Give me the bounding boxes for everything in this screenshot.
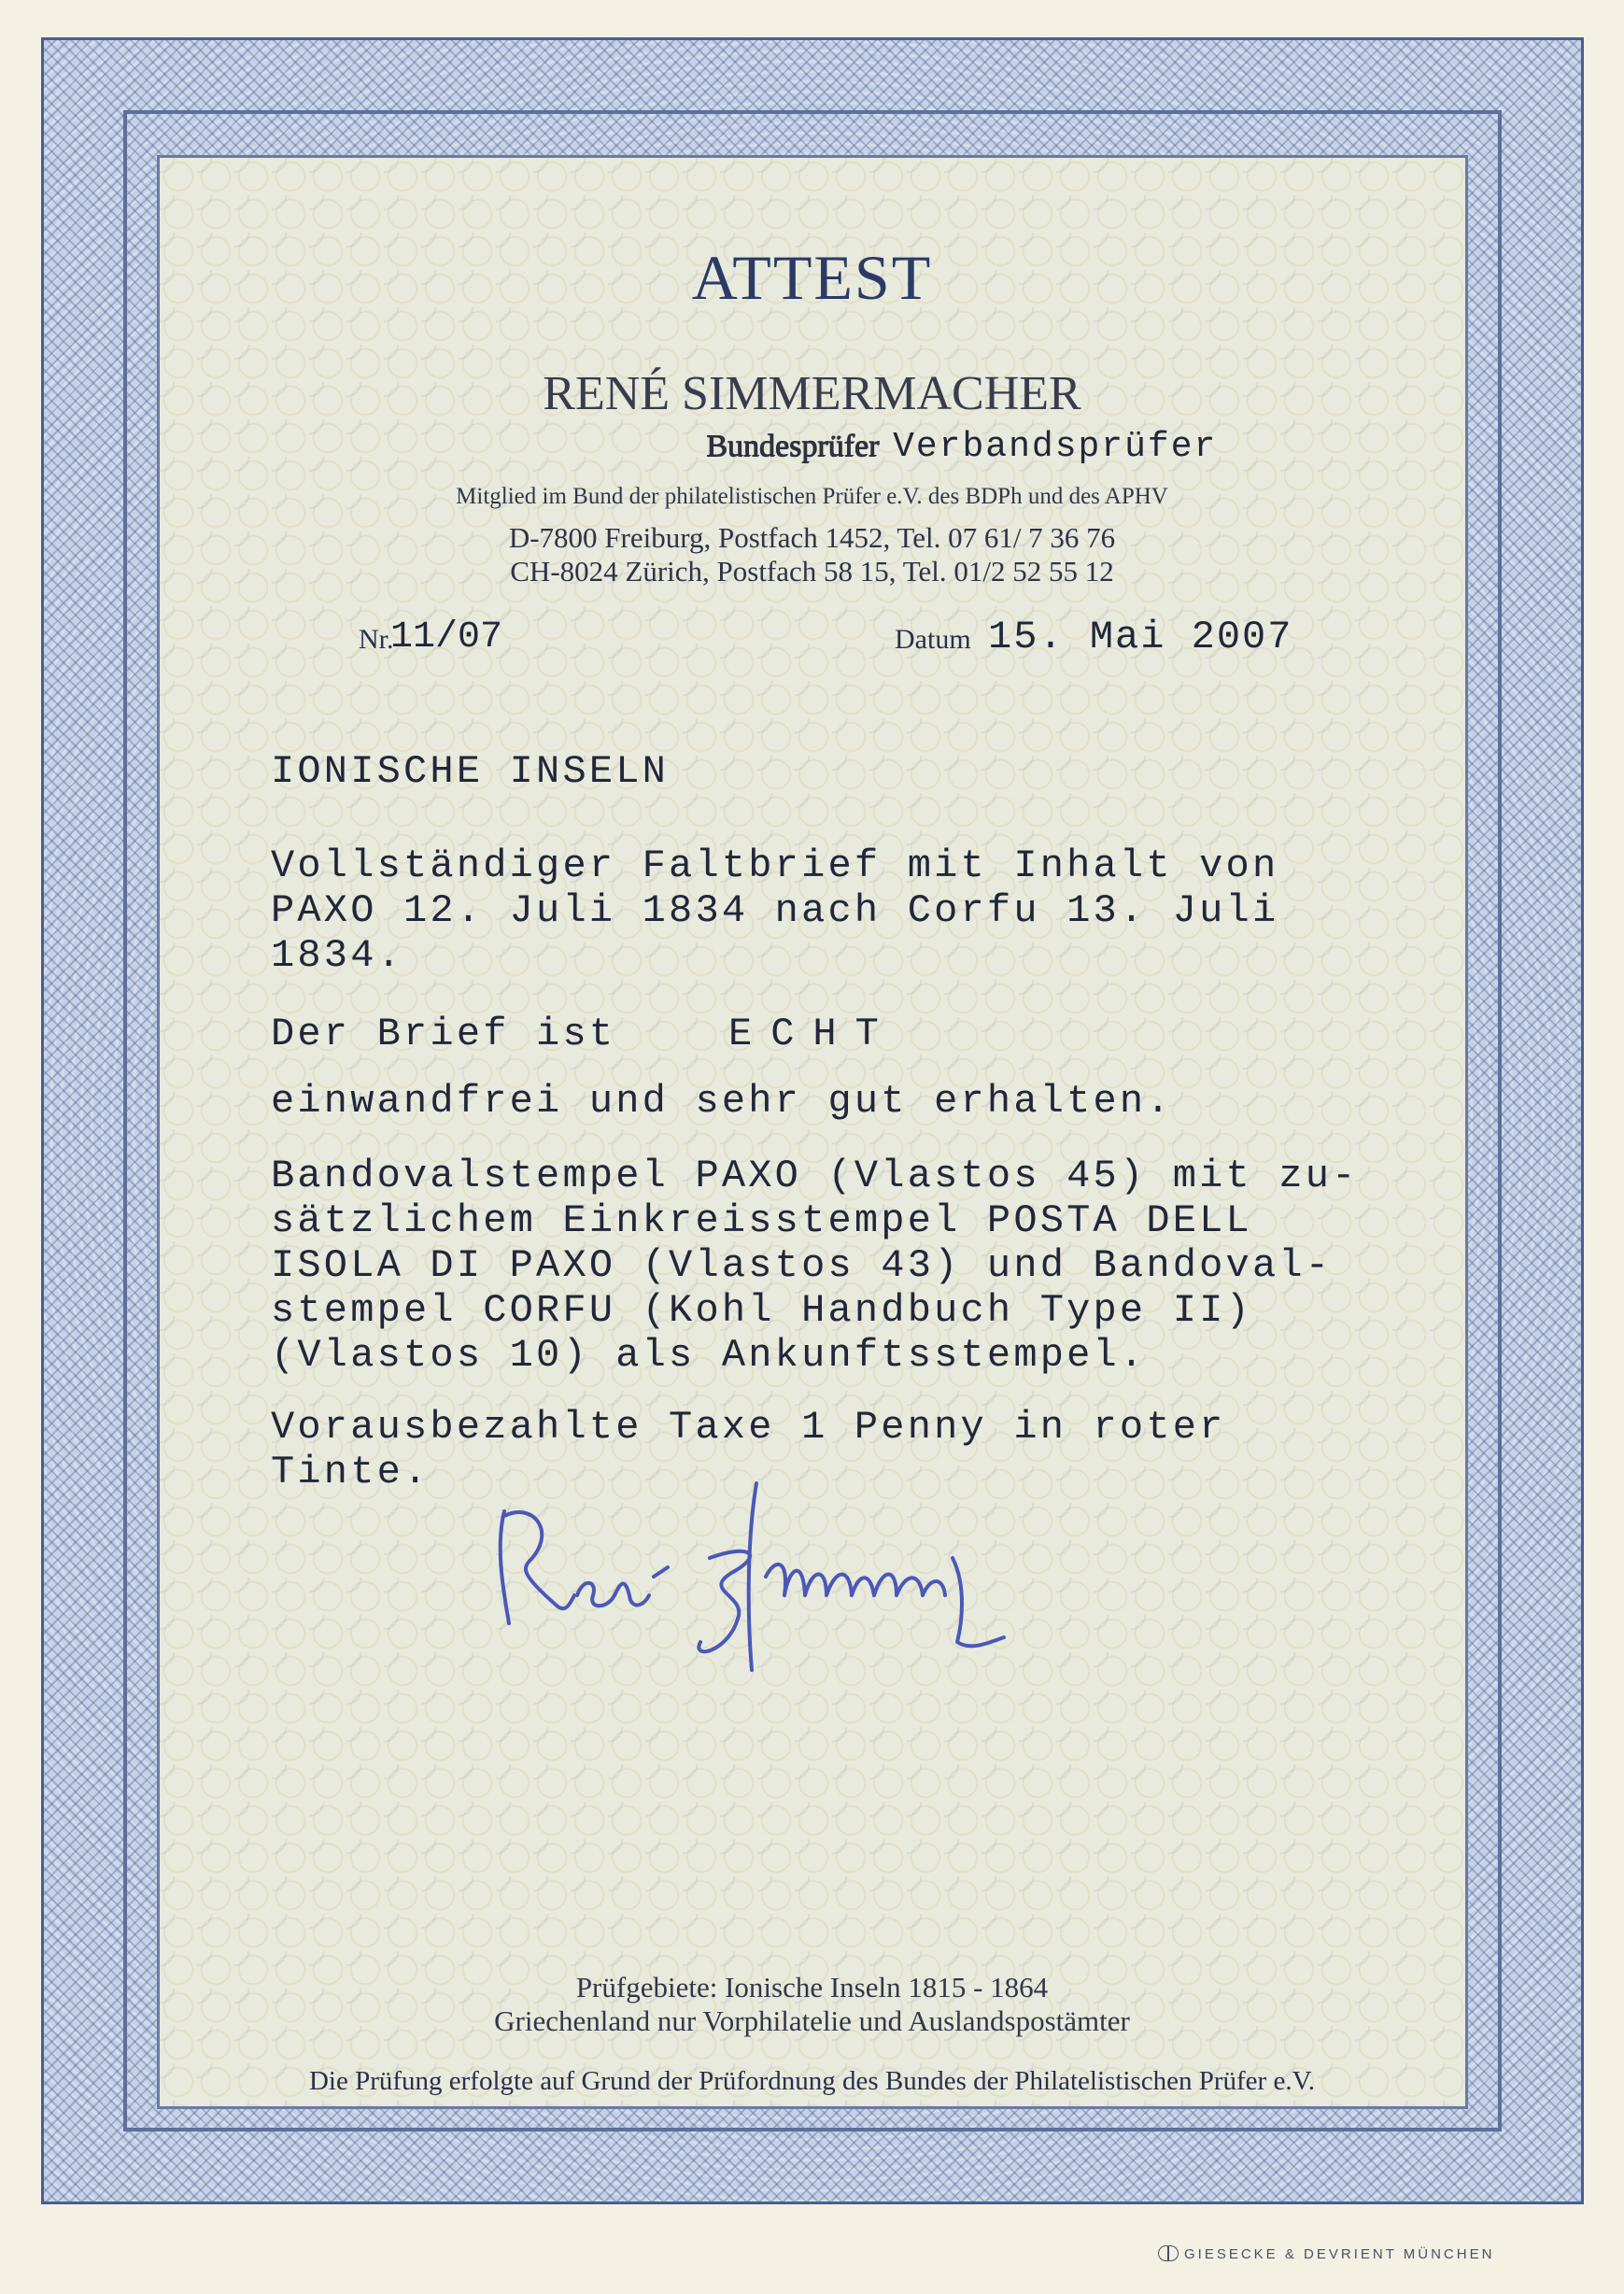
printer-imprint: GIESECKE & DEVRIENT MÜNCHEN [1184,2246,1495,2262]
examination-areas-line-2: Griechenland nur Vorphilatelie und Auslandspostämter [494,2004,1130,2037]
description-paragraph [271,843,1278,978]
certificate-date: 15. Mai 2007 [988,615,1293,659]
role-typed: Verbandsprüfer [893,427,1218,467]
tax-line: Tinte. [271,1450,431,1494]
date-label: Datum [895,624,971,655]
postmark-line: stempel CORFU (Kohl Handbuch Type II) [271,1288,1252,1333]
verdict-echt: ECHT [728,1012,897,1056]
subject-heading: IONISCHE INSELN [271,749,670,794]
certificate-number: 11/07 [390,616,503,658]
verdict-prefix: Der Brief ist [271,1012,616,1056]
printer-logo-icon [1158,2245,1179,2261]
postmark-line: Bandovalstempel PAXO (Vlastos 45) mit zu- [271,1154,1359,1198]
membership-line: Mitglied im Bund der philatelistischen Prüfer e.V. des BDPh und des APHV [456,484,1168,509]
examination-areas-line-1: Prüfgebiete: Ionische Inseln 1815 - 1864 [575,1971,1049,2004]
description-line: PAXO 12. Juli 1834 nach Corfu 13. Juli [271,888,1279,933]
address-freiburg: D-7800 Freiburg, Postfach 1452, Tel. 07 61/ 7 36 76 [508,521,1116,554]
address-zurich: CH-8024 Zürich, Postfach 58 15, Tel. 01/2 52 55 12 [510,555,1114,588]
description-line: 1834. [271,933,404,978]
postmark-paragraph [271,1154,1359,1378]
postmark-line: (Vlastos 10) als Ankunftsstempel. [271,1333,1147,1378]
examiner-role [706,425,1217,467]
signature [467,1465,1027,1689]
examination-statement: Die Prüfung erfolgte auf Grund der Prüfordnung des Bundes der Philatelistischen Prüfer e.V. [308,2066,1316,2096]
role-overprint: Bundesprüfer [706,429,880,463]
certificate-title: ATTEST [691,242,933,313]
tax-line: Vorausbezahlte Taxe 1 Penny in roter [271,1405,1226,1450]
number-label: Nr. [359,624,394,655]
description-line: Vollständiger Faltbrief mit Inhalt von [271,843,1279,888]
condition-line: einwandfrei und sehr gut erhalten. [271,1079,1173,1124]
postmark-line: sätzlichem Einkreisstempel POSTA DELL [271,1198,1252,1243]
examiner-name: RENÉ SIMMERMACHER [543,367,1081,420]
postmark-line: ISOLA DI PAXO (Vlastos 43) und Bandoval- [271,1243,1333,1288]
